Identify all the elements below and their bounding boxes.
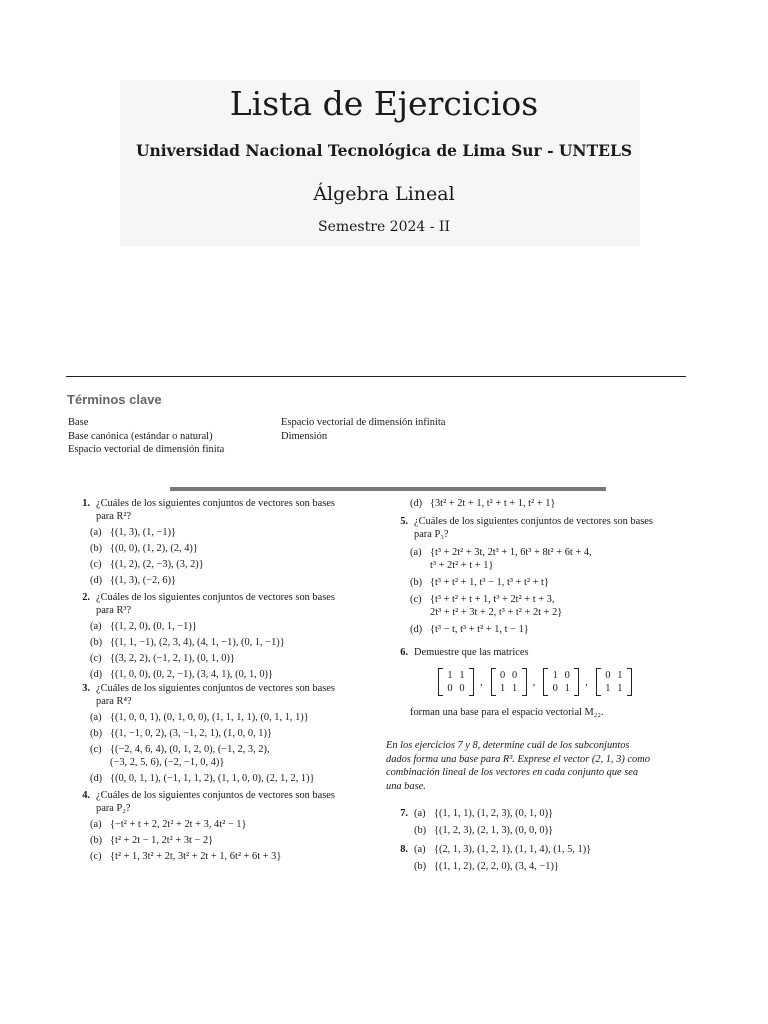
- key-term: Dimensión: [281, 430, 328, 442]
- option-text: {t³ + t² + t + 1, t³ + 2t² + t + 3,: [430, 594, 555, 605]
- exercise-option: [414, 824, 706, 837]
- option-text: {(1, 1, −1), (2, 3, 4), (4, 1, −1), (0, 1, −1)}: [110, 637, 285, 648]
- document-title: Lista de Ejercicios: [229, 84, 539, 123]
- exercise-question-cont: para P₂?: [96, 803, 131, 814]
- exercise-4-continued: [386, 497, 706, 510]
- option-text: {(−2, 4, 6, 4), (0, 1, 2, 0), (−1, 2, 3, 2),: [110, 744, 270, 755]
- exercise-option: [90, 743, 373, 769]
- exercise-8: [386, 843, 706, 873]
- option-label: (c): [90, 744, 102, 755]
- option-text: {(1, 1, 1), (1, 2, 3), (0, 1, 0)}: [434, 808, 554, 819]
- exercise-conclusion: forman una base para el espacio vectorial M₂₂.: [410, 707, 604, 718]
- option-label: (b): [414, 861, 427, 872]
- option-text: {3t² + 2t + 1, t² + t + 1, t² + 1}: [430, 498, 556, 509]
- exercise-option: [90, 772, 373, 785]
- option-text: {(3, 2, 2), (−1, 2, 1), (0, 1, 0)}: [110, 653, 235, 664]
- option-label: (d): [90, 575, 103, 586]
- option-text: {(1, 0, 0, 1), (0, 1, 0, 0), (1, 1, 1, 1), (0, 1, 1, 1)}: [110, 712, 309, 723]
- option-label: (c): [90, 653, 102, 664]
- option-label: (d): [410, 498, 423, 509]
- instruction-line: dados forma una base para R³. Exprese el vector (2, 1, 3) como: [386, 753, 650, 765]
- course-name: Álgebra Lineal: [313, 183, 455, 205]
- exercise-number: 5.: [400, 516, 408, 527]
- option-label: (b): [90, 835, 103, 846]
- exercise-option: [90, 542, 373, 555]
- exercise-6: [386, 646, 706, 719]
- option-label: (a): [90, 819, 102, 830]
- matrix-entry: 1: [617, 683, 623, 694]
- exercise-number: 8.: [400, 844, 408, 855]
- matrix-entry: 0: [500, 670, 506, 681]
- matrix-entry: 1: [564, 683, 570, 694]
- exercise-question: ¿Cuáles de los siguientes conjuntos de vectores son bases: [96, 592, 335, 603]
- exercise-option: [90, 636, 373, 649]
- option-text: {−t² + t + 2, 2t² + 2t + 3, 4t² − 1}: [110, 819, 247, 830]
- key-term: Base canónica (estándar o natural): [68, 430, 213, 442]
- instruction-line: una base.: [386, 780, 426, 792]
- matrix-separator: ,: [480, 676, 483, 688]
- exercise-7: [386, 807, 706, 837]
- exercise-option: [410, 546, 706, 572]
- exercise-3: [68, 682, 373, 785]
- option-label: (a): [90, 712, 102, 723]
- key-term: Base: [68, 417, 89, 428]
- exercise-2: [68, 591, 373, 681]
- option-text: {(1, 2, 0), (0, 1, −1)}: [110, 621, 197, 632]
- option-label: (c): [90, 559, 102, 570]
- matrix-entry: 0: [564, 670, 570, 681]
- exercises-left-column: [68, 497, 373, 863]
- exercise-question-cont: para P₃?: [414, 529, 449, 540]
- exercise-number: 4.: [82, 790, 90, 801]
- key-term: Espacio vectorial de dimensión finita: [68, 444, 225, 455]
- exercise-option: [90, 834, 373, 847]
- instruction-line: combinación lineal de los vectores en cada conjunto que sea: [386, 767, 639, 778]
- exercise-option: [90, 727, 373, 740]
- exercise-option: [90, 711, 373, 724]
- option-text: {(2, 1, 3), (1, 2, 1), (1, 1, 4), (1, 5, 1)}: [434, 844, 592, 855]
- matrix: [596, 668, 632, 696]
- key-term: Espacio vectorial de dimensión infinita: [281, 417, 446, 428]
- exercise-number: 2.: [82, 592, 90, 603]
- exercise-option: [410, 497, 706, 510]
- matrix-entry: 0: [512, 670, 518, 681]
- matrix-separator: ,: [532, 676, 536, 688]
- option-text: {(1, 0, 0), (0, 2, −1), (3, 4, 1), (0, 1, 0)}: [110, 669, 274, 680]
- option-text: {t³ + 2t² + 3t, 2t³ + 1, 6t³ + 8t² + 6t + 4,: [430, 547, 592, 558]
- exercise-question: ¿Cuáles de los siguientes conjuntos de vectores son bases: [414, 516, 653, 527]
- matrix-entry: 1: [617, 670, 623, 681]
- section-divider: [66, 376, 686, 377]
- exercise-number: 6.: [400, 647, 408, 658]
- option-text-cont: 2t³ + t² + 3t + 2, t³ + t² + 2t + 2}: [430, 607, 563, 618]
- exercise-option: [90, 818, 373, 831]
- option-label: (a): [90, 527, 102, 538]
- matrix-entry: 0: [552, 683, 558, 694]
- institution-name: Universidad Nacional Tecnológica de Lima Sur - UNTELS: [135, 141, 633, 160]
- exercise-option: [90, 620, 373, 633]
- option-text: {(1, 3), (−2, 6)}: [110, 575, 177, 586]
- exercise-option: [90, 652, 373, 665]
- instruction-paragraph: [386, 739, 706, 793]
- option-text: {(1, −1, 0, 2), (3, −1, 2, 1), (1, 0, 0, 1)}: [110, 728, 272, 739]
- matrix-entry: 1: [459, 670, 465, 681]
- exercises-right-column: [386, 497, 706, 873]
- key-terms-title: Términos clave: [67, 392, 162, 407]
- exercise-question: ¿Cuáles de los siguientes conjuntos de vectores son bases: [96, 498, 335, 509]
- option-label: (b): [90, 637, 103, 648]
- option-label: (b): [90, 543, 103, 554]
- option-text: {t² + 1, 3t² + 2t, 3t² + 2t + 1, 6t² + 6t + 3}: [110, 851, 282, 862]
- key-terms-column-2: [281, 416, 445, 443]
- matrix: [491, 668, 527, 696]
- option-text: {t³ − t, t³ + t² + 1, t − 1}: [430, 624, 529, 635]
- matrix-entry: 0: [447, 683, 453, 694]
- exercise-question-cont: para R³?: [96, 605, 132, 616]
- instruction-line: En los ejercicios 7 y 8, determine cuál de los subconjuntos: [386, 740, 630, 751]
- option-text: {(0, 0), (1, 2), (2, 4)}: [110, 543, 198, 554]
- option-label: (b): [410, 577, 423, 588]
- matrix-entry: 0: [459, 683, 465, 694]
- matrix-entry: 1: [500, 683, 506, 694]
- matrix-list: [438, 668, 706, 696]
- exercise-divider-bar: [170, 487, 606, 491]
- option-label: (b): [90, 728, 103, 739]
- exercise-question: Demuestre que las matrices: [414, 647, 529, 658]
- matrix-entry: 1: [447, 670, 453, 681]
- option-label: (b): [414, 825, 427, 836]
- exercise-question: ¿Cuáles de los siguientes conjuntos de vectores son bases: [96, 683, 335, 694]
- option-text: {(1, 1, 2), (2, 2, 0), (3, 4, −1)}: [434, 861, 559, 872]
- exercise-1: [68, 497, 373, 587]
- exercise-question-cont: para R²?: [96, 511, 132, 522]
- option-label: (c): [90, 851, 102, 862]
- option-text: {(1, 3), (1, −1)}: [110, 527, 177, 538]
- option-label: (c): [410, 594, 422, 605]
- matrix-entry: 0: [605, 670, 611, 681]
- matrix-entry: 1: [605, 683, 611, 694]
- exercise-question-cont: para R⁴?: [96, 696, 132, 707]
- matrix-entry: 1: [552, 670, 558, 681]
- exercise-number: 3.: [82, 683, 90, 694]
- exercise-option: [90, 526, 373, 539]
- exercise-option: [90, 574, 373, 587]
- option-text-cont: (−3, 2, 5, 6), (−2, −1, 0, 4)}: [110, 757, 225, 768]
- option-text: {(1, 2), (2, −3), (3, 2)}: [110, 559, 204, 570]
- option-label: (d): [410, 624, 423, 635]
- option-text: {(0, 0, 1, 1), (−1, 1, 1, 2), (1, 1, 0, 0), (2, 1, 2, 1)}: [110, 773, 315, 784]
- key-terms-column-1: [68, 416, 224, 457]
- option-text: {(1, 2, 3), (2, 1, 3), (0, 0, 0)}: [434, 825, 554, 836]
- semester: Semestre 2024 - II: [318, 219, 450, 235]
- option-label: (a): [410, 547, 422, 558]
- exercise-option: [90, 850, 373, 863]
- matrix-separator: ,: [585, 676, 588, 688]
- matrix-entry: 1: [512, 683, 518, 694]
- exercise-option: [410, 623, 706, 636]
- exercise-option: [410, 593, 706, 619]
- exercise-4: [68, 789, 373, 863]
- matrix: [543, 668, 579, 696]
- exercise-option: [414, 860, 706, 873]
- option-label: (a): [414, 844, 426, 855]
- option-label: (a): [90, 621, 102, 632]
- option-text: {t² + 2t − 1, 2t² + 3t − 2}: [110, 835, 214, 846]
- exercise-5: [386, 515, 706, 636]
- option-text-cont: t³ + 2t² + t + 1}: [430, 560, 494, 571]
- exercise-number: 1.: [82, 498, 90, 509]
- exercise-option: [410, 576, 706, 589]
- exercise-option: [90, 558, 373, 571]
- exercise-option: [90, 668, 373, 681]
- exercise-question: ¿Cuáles de los siguientes conjuntos de vectores son bases: [96, 790, 335, 801]
- matrix: [438, 668, 474, 696]
- exercise-number: 7.: [400, 808, 408, 819]
- option-text: {t³ + t² + 1, t³ − 1, t³ + t² + t}: [430, 577, 549, 588]
- option-label: (d): [90, 669, 103, 680]
- option-label: (a): [414, 808, 426, 819]
- option-label: (d): [90, 773, 103, 784]
